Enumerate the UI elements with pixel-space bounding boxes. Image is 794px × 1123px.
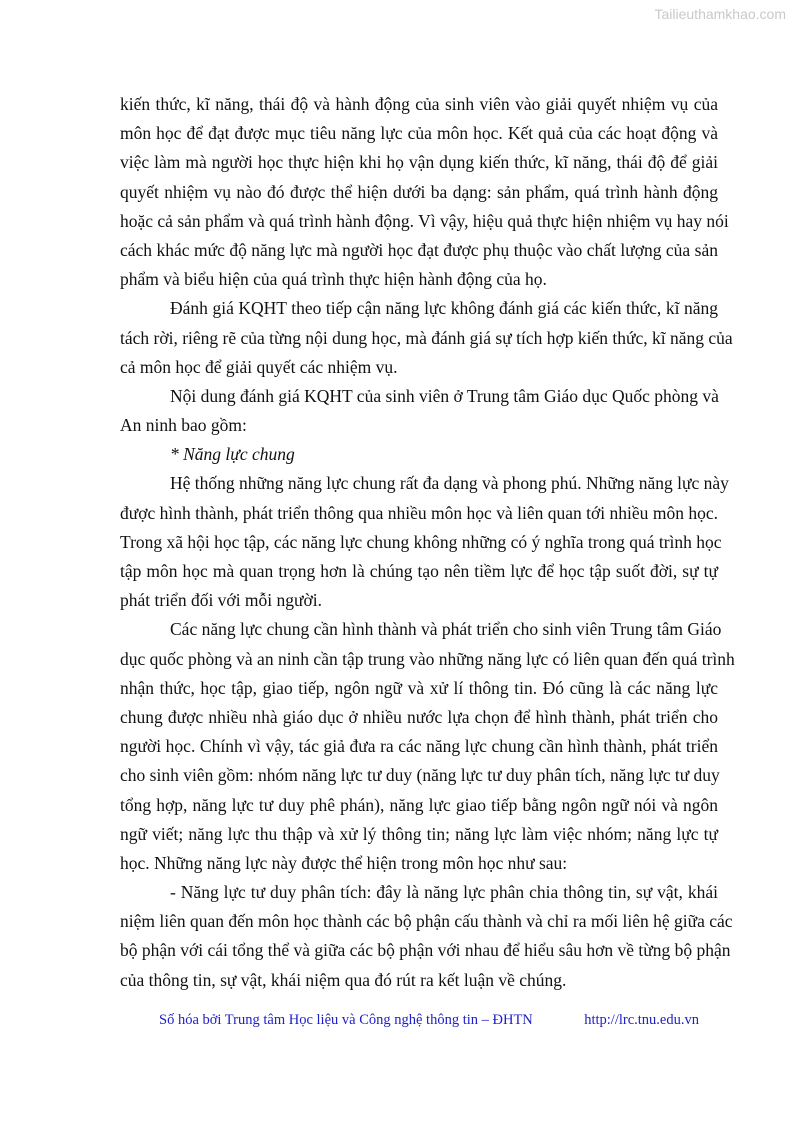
paragraph-line: người học. Chính vì vậy, tác giả đưa ra các năng lực chung cần hình thành, phát triển <box>120 736 718 757</box>
paragraph-line: Trong xã hội học tập, các năng lực chung không những có ý nghĩa trong quá trình học <box>120 531 722 552</box>
paragraph-line: việc làm mà người học thực hiện khi họ vận dụng kiến thức, kĩ năng, thái độ để giải <box>120 152 718 173</box>
paragraph <box>120 615 735 878</box>
paragraph <box>120 90 729 294</box>
paragraph-line: ngữ viết; năng lực thu thập và xử lý thông tin; năng lực làm việc nhóm; năng lực tự <box>120 823 718 844</box>
paragraph-line: Hệ thống những năng lực chung rất đa dạng và phong phú. Những năng lực này <box>170 473 729 494</box>
paragraph-line: cả môn học để giải quyết các nhiệm vụ. <box>120 356 398 377</box>
paragraph-line: chung được nhiều nhà giáo dục ở nhiều nước lựa chọn để hình thành, phát triển cho <box>120 706 718 727</box>
paragraph-line: học. Những năng lực này được thể hiện trong môn học như sau: <box>120 852 568 873</box>
paragraph-line: tổng hợp, năng lực tư duy phê phán), năng lực giao tiếp bằng ngôn ngữ nói và ngôn <box>120 794 718 815</box>
paragraph <box>120 878 733 995</box>
paragraph-line: nhận thức, học tập, giao tiếp, ngôn ngữ và xử lí thông tin. Đó cũng là các năng lực <box>120 677 718 698</box>
page-footer <box>159 1012 699 1029</box>
paragraph <box>120 382 718 440</box>
paragraph-line: niệm liên quan đến môn học thành các bộ phận cấu thành và chỉ ra mối liên hệ giữa các <box>120 911 733 932</box>
paragraph-line: * Năng lực chung <box>170 444 295 465</box>
paragraph-line: Các năng lực chung cần hình thành và phát triển cho sinh viên Trung tâm Giáo <box>170 619 722 640</box>
paragraph-line: hoặc cả sản phẩm và quá trình hành động. Vì vậy, hiệu quả thực hiện nhiệm vụ hay nói <box>120 210 729 231</box>
watermark: Tailieuthamkhao.com <box>654 6 786 22</box>
paragraph-line: môn học để đạt được mục tiêu năng lực của môn học. Kết quả của các hoạt động và <box>120 123 718 144</box>
paragraph-line: phẩm và biểu hiện của quá trình thực hiện hành động của họ. <box>120 269 547 290</box>
document-body <box>120 90 735 995</box>
paragraph-line: tách rời, riêng rẽ của từng nội dung học, mà đánh giá sự tích hợp kiến thức, kĩ năng của <box>120 327 733 348</box>
footer-url[interactable]: http://lrc.tnu.edu.vn <box>584 1012 699 1028</box>
paragraph-line: phát triển đối với mỗi người. <box>120 590 323 611</box>
paragraph-line: cho sinh viên gồm: nhóm năng lực tư duy (năng lực tư duy phân tích, năng lực tư duy <box>120 765 720 786</box>
paragraph-line: quyết nhiệm vụ nào đó được thể hiện dưới ba dạng: sản phẩm, quá trình hành động <box>120 181 718 202</box>
paragraph-line: kiến thức, kĩ năng, thái độ và hành động của sinh viên vào giải quyết nhiệm vụ của <box>120 94 718 114</box>
paragraph-line: của thông tin, sự vật, khái niệm qua đó rút ra kết luận về chúng. <box>120 969 567 990</box>
paragraph-line: An ninh bao gồm: <box>120 415 247 436</box>
paragraph-line: cách khác mức độ năng lực mà người học đạt được phụ thuộc vào chất lượng của sản <box>120 239 718 260</box>
paragraph-line: bộ phận với cái tổng thể và giữa các bộ phận với nhau để hiểu sâu hơn về từng bộ phận <box>120 940 731 961</box>
paragraph-line: được hình thành, phát triển thông qua nhiều môn học và liên quan tới nhiều môn học. <box>120 502 718 523</box>
paragraph <box>120 440 718 469</box>
paragraph-line: dục quốc phòng và an ninh cần tập trung vào những năng lực có liên quan đến quá trình <box>120 648 735 669</box>
paragraph-line: tập môn học mà quan trọng hơn là chúng tạo nên tiềm lực để học tập suốt đời, sự tự <box>120 561 718 581</box>
paragraph <box>120 469 729 615</box>
paragraph-line: Đánh giá KQHT theo tiếp cận năng lực không đánh giá các kiến thức, kĩ năng <box>170 298 718 319</box>
footer-credit: Số hóa bởi Trung tâm Học liệu và Công nghệ thông tin – ĐHTN <box>159 1012 533 1028</box>
paragraph-line: Nội dung đánh giá KQHT của sinh viên ở Trung tâm Giáo dục Quốc phòng và <box>170 385 719 406</box>
paragraph-line: - Năng lực tư duy phân tích: đây là năng lực phân chia thông tin, sự vật, khái <box>170 882 718 903</box>
paragraph <box>120 294 733 382</box>
